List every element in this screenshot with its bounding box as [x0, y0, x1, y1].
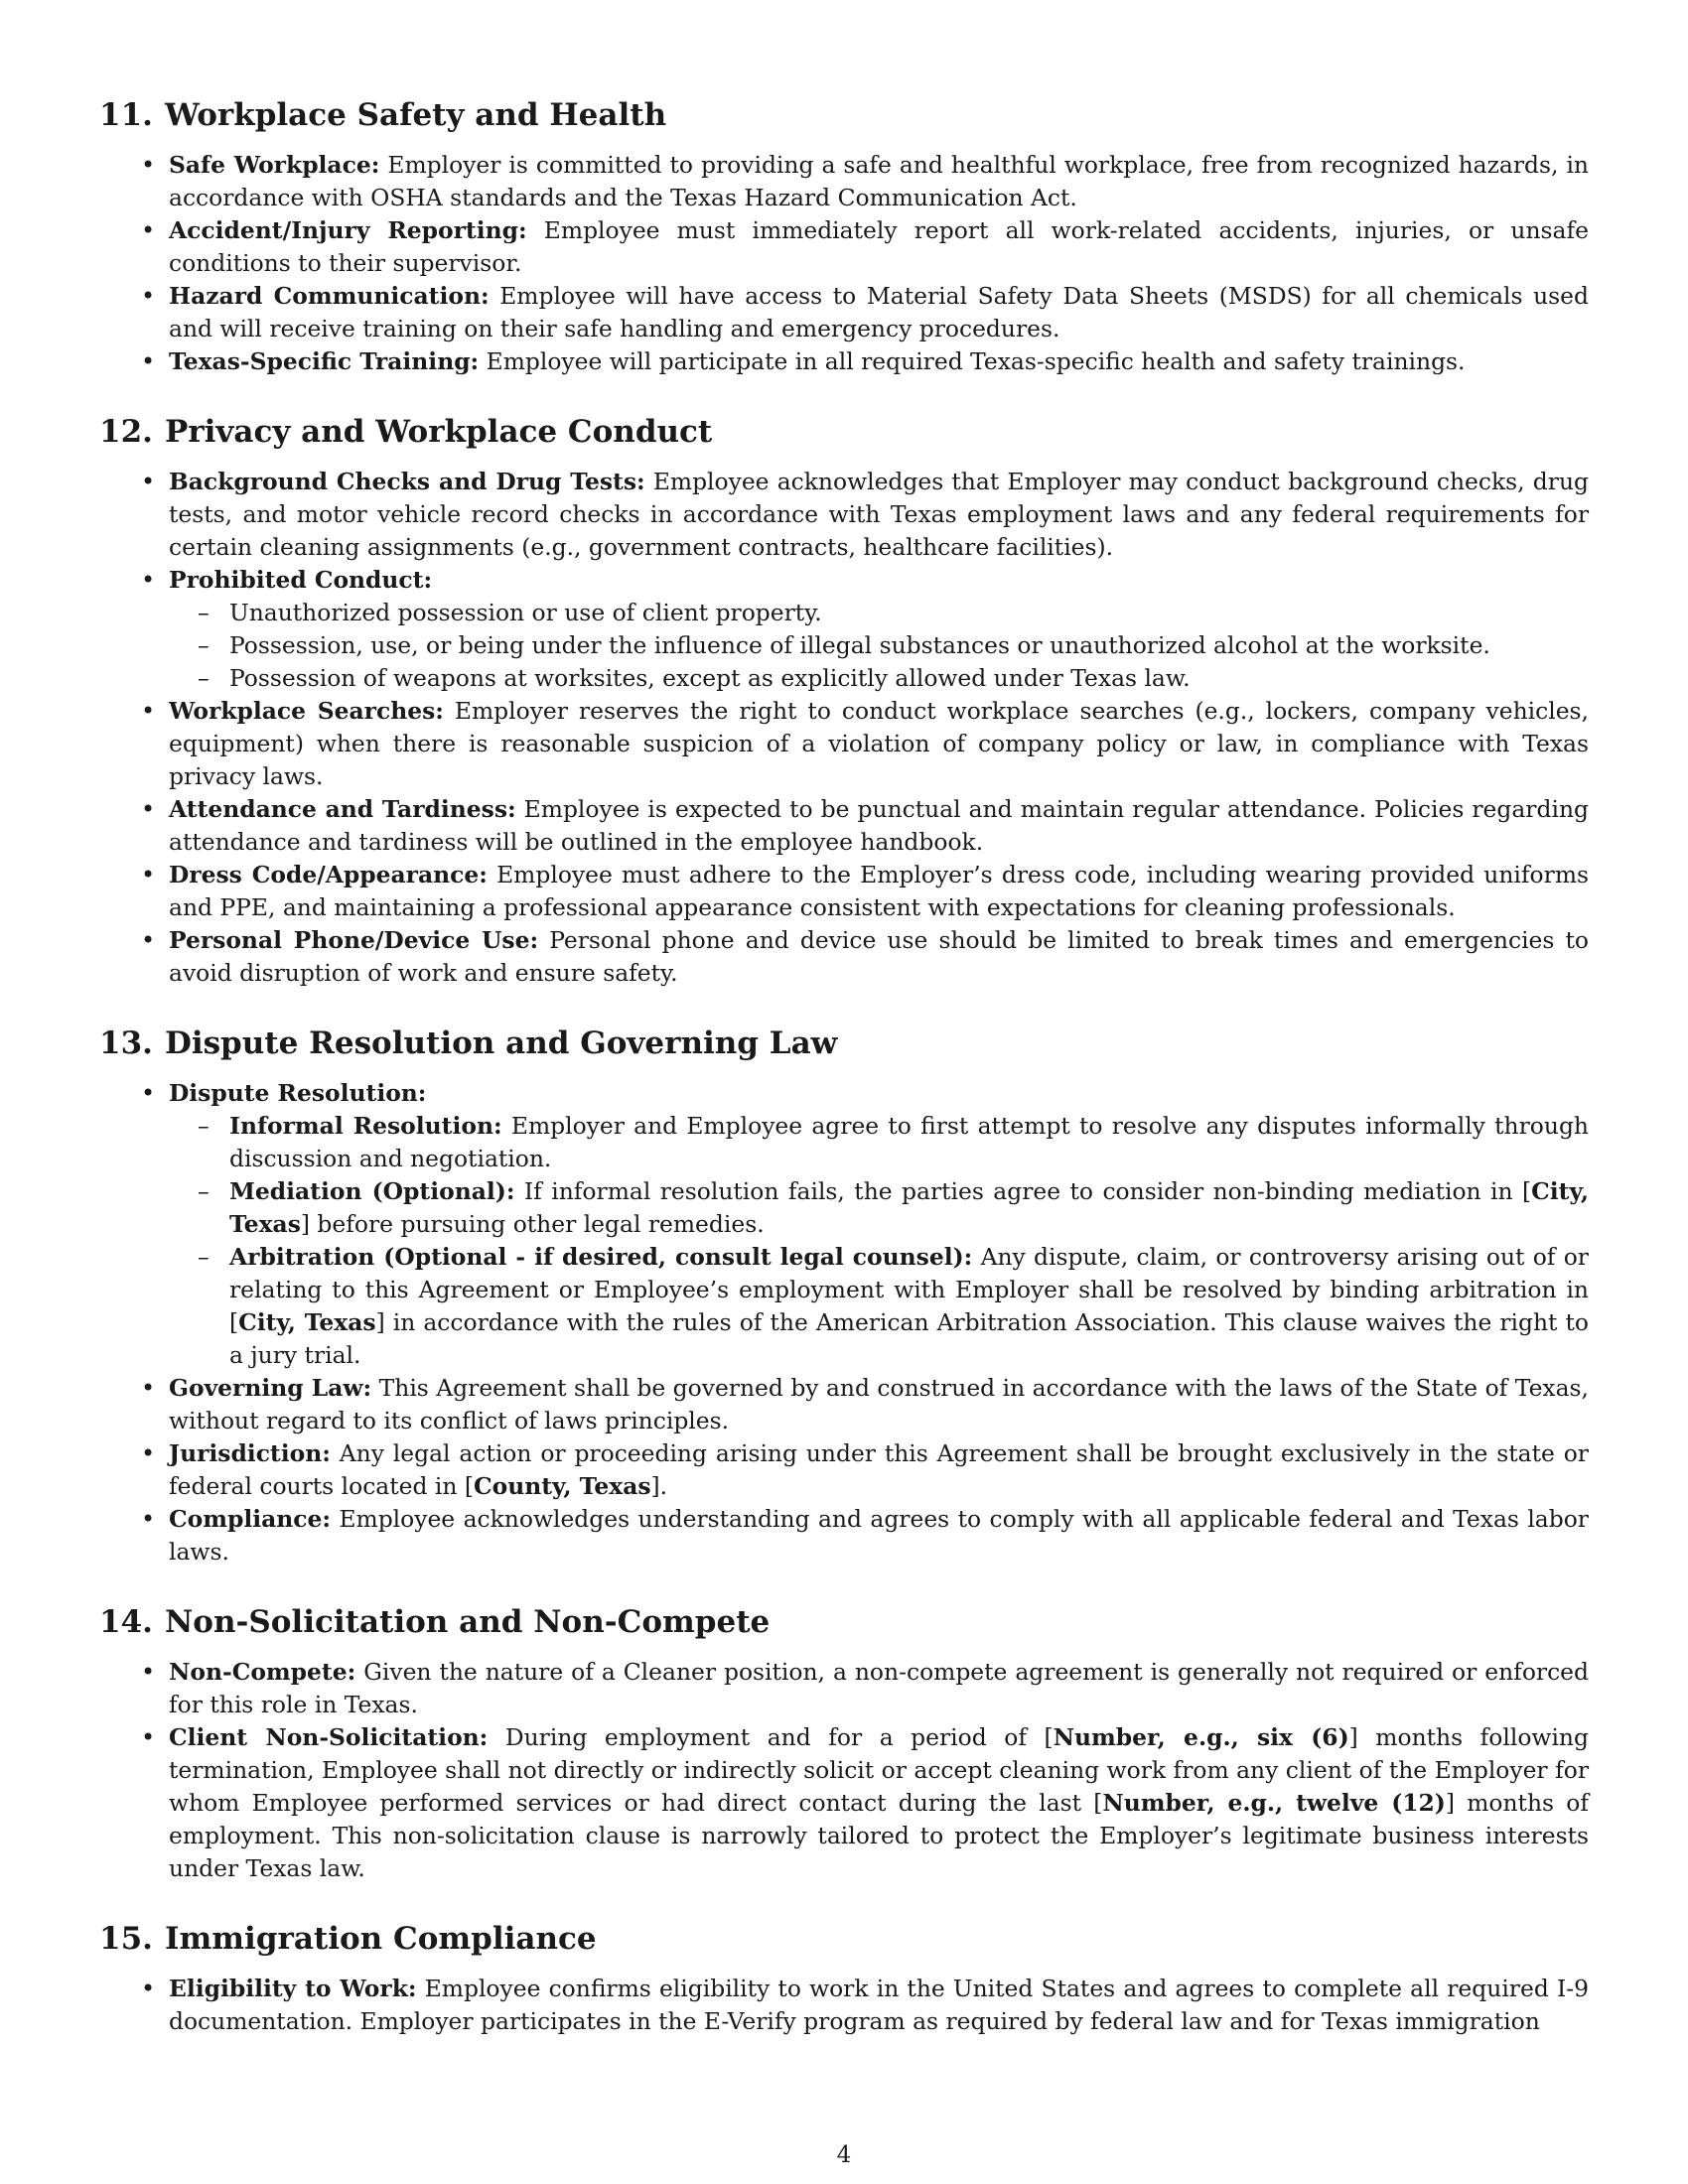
sub-list — [169, 597, 1589, 695]
section-12 — [99, 412, 1589, 990]
section-14 — [99, 1602, 1589, 1885]
page-number: 4 — [836, 2142, 852, 2168]
section-15 — [99, 1919, 1589, 2038]
sub-list-item: – Possession, use, or being under the influence of illegal substances or unauthorized alcohol at the worksite. — [229, 629, 1589, 662]
section-heading: 11. Workplace Safety and Health — [99, 97, 667, 133]
list-item: • Personal Phone/Device Use: Personal phone and device use should be limited to break times and emergencies to avoid disruption of work and ensure safety. — [169, 924, 1589, 990]
list-item: • Prohibited Conduct: – Unauthorized possession or use of client property. – Possession, use, or being under the influence of illegal substances or unauthorized alcohol at the worksite. – Possession of weapons at worksites, except as explicitly allowed under Texas law. — [169, 564, 1589, 695]
list-item: • Dispute Resolution: – Informal Resolution: Employer and Employee agree to first attempt to resolve any disputes informally through discussion and negotiation. – Mediation (Optional): If informal resolution fails, the parties agree to consider non-binding mediation in [City, Texas] before pursuing other legal remedies. – Arbitration (Optional - if desired, consult legal counsel): Any dispute, claim, or controversy arising out of or relating to this Agreement or Employee’s employment with Employer shall be resolved by binding arbitration in [City, Texas] in accordance with the rules of the American Arbitration Association. This clause waives the right to a jury trial. — [169, 1077, 1589, 1372]
section-11 — [99, 95, 1589, 378]
list-item: • Dress Code/Appearance: Employee must adhere to the Employer’s dress code, including wearing provided uniforms and PPE, and maintaining a professional appearance consistent with expectations for cleaning professionals. — [169, 859, 1589, 924]
document-body — [99, 95, 1589, 2072]
list-item: • Non-Compete: Given the nature of a Cleaner position, a non-compete agreement is generally not required or enforced for this role in Texas. — [169, 1656, 1589, 1721]
list-item: • Accident/Injury Reporting: Employee must immediately report all work-related accidents, injuries, or unsafe conditions to their supervisor. — [169, 214, 1589, 280]
sub-list-item: – Arbitration (Optional - if desired, consult legal counsel): Any dispute, claim, or controversy arising out of or relating to this Agreement or Employee’s employment with Employer shall be resolved by binding arbitration in [City, Texas] in accordance with the rules of the American Arbitration Association. This clause waives the right to a jury trial. — [229, 1241, 1589, 1372]
section-heading: 12. Privacy and Workplace Conduct — [99, 414, 713, 450]
section-heading: 14. Non-Solicitation and Non-Compete — [99, 1604, 771, 1640]
sub-list-item: – Possession of weapons at worksites, except as explicitly allowed under Texas law. — [229, 662, 1589, 695]
section-list — [99, 1077, 1589, 1569]
section-heading: 13. Dispute Resolution and Governing Law — [99, 1025, 838, 1061]
sub-list-item: – Unauthorized possession or use of client property. — [229, 597, 1589, 629]
section-list — [99, 466, 1589, 990]
list-item: • Background Checks and Drug Tests: Employee acknowledges that Employer may conduct background checks, drug tests, and motor vehicle record checks in accordance with Texas employment laws and any federal requirements for certain cleaning assignments (e.g., government contracts, healthcare facilities). — [169, 466, 1589, 564]
section-list — [99, 1656, 1589, 1885]
section-list — [99, 149, 1589, 378]
section-list — [99, 1973, 1589, 2038]
list-item: • Client Non-Solicitation: During employment and for a period of [Number, e.g., six (6)] months following termination, Employee shall not directly or indirectly solicit or accept cleaning work from any client of the Employer for whom Employee performed services or had direct contact during the last [Number, e.g., twelve (12)] months of employment. This non-solicitation clause is narrowly tailored to protect the Employer’s legitimate business interests under Texas law. — [169, 1721, 1589, 1885]
list-item: • Eligibility to Work: Employee confirms eligibility to work in the United States and agrees to complete all required I-9 documentation. Employer participates in the E-Verify program as required by federal law and for Texas immigration — [169, 1973, 1589, 2038]
sub-list-item: – Informal Resolution: Employer and Employee agree to first attempt to resolve any disputes informally through discussion and negotiation. — [229, 1110, 1589, 1175]
section-13 — [99, 1024, 1589, 1569]
list-item: • Jurisdiction: Any legal action or proceeding arising under this Agreement shall be brought exclusively in the state or federal courts located in [County, Texas]. — [169, 1437, 1589, 1503]
sub-list-item: – Mediation (Optional): If informal resolution fails, the parties agree to consider non-binding mediation in [City, Texas] before pursuing other legal remedies. — [229, 1175, 1589, 1241]
list-item: • Compliance: Employee acknowledges understanding and agrees to comply with all applicable federal and Texas labor laws. — [169, 1503, 1589, 1569]
list-item: • Attendance and Tardiness: Employee is expected to be punctual and maintain regular attendance. Policies regarding attendance and tardiness will be outlined in the employee handbook. — [169, 793, 1589, 859]
list-item: • Texas-Specific Training: Employee will participate in all required Texas-specific health and safety trainings. — [169, 345, 1589, 378]
section-heading: 15. Immigration Compliance — [99, 1921, 597, 1957]
list-item: • Workplace Searches: Employer reserves the right to conduct workplace searches (e.g., lockers, company vehicles, equipment) when there is reasonable suspicion of a violation of company policy or law, in compliance with Texas privacy laws. — [169, 695, 1589, 793]
list-item: • Safe Workplace: Employer is committed to providing a safe and healthful workplace, free from recognized hazards, in accordance with OSHA standards and the Texas Hazard Communication Act. — [169, 149, 1589, 214]
list-item: • Governing Law: This Agreement shall be governed by and construed in accordance with the laws of the State of Texas, without regard to its conflict of laws principles. — [169, 1372, 1589, 1437]
sub-list — [169, 1110, 1589, 1372]
list-item: • Hazard Communication: Employee will have access to Material Safety Data Sheets (MSDS) for all chemicals used and will receive training on their safe handling and emergency procedures. — [169, 280, 1589, 345]
